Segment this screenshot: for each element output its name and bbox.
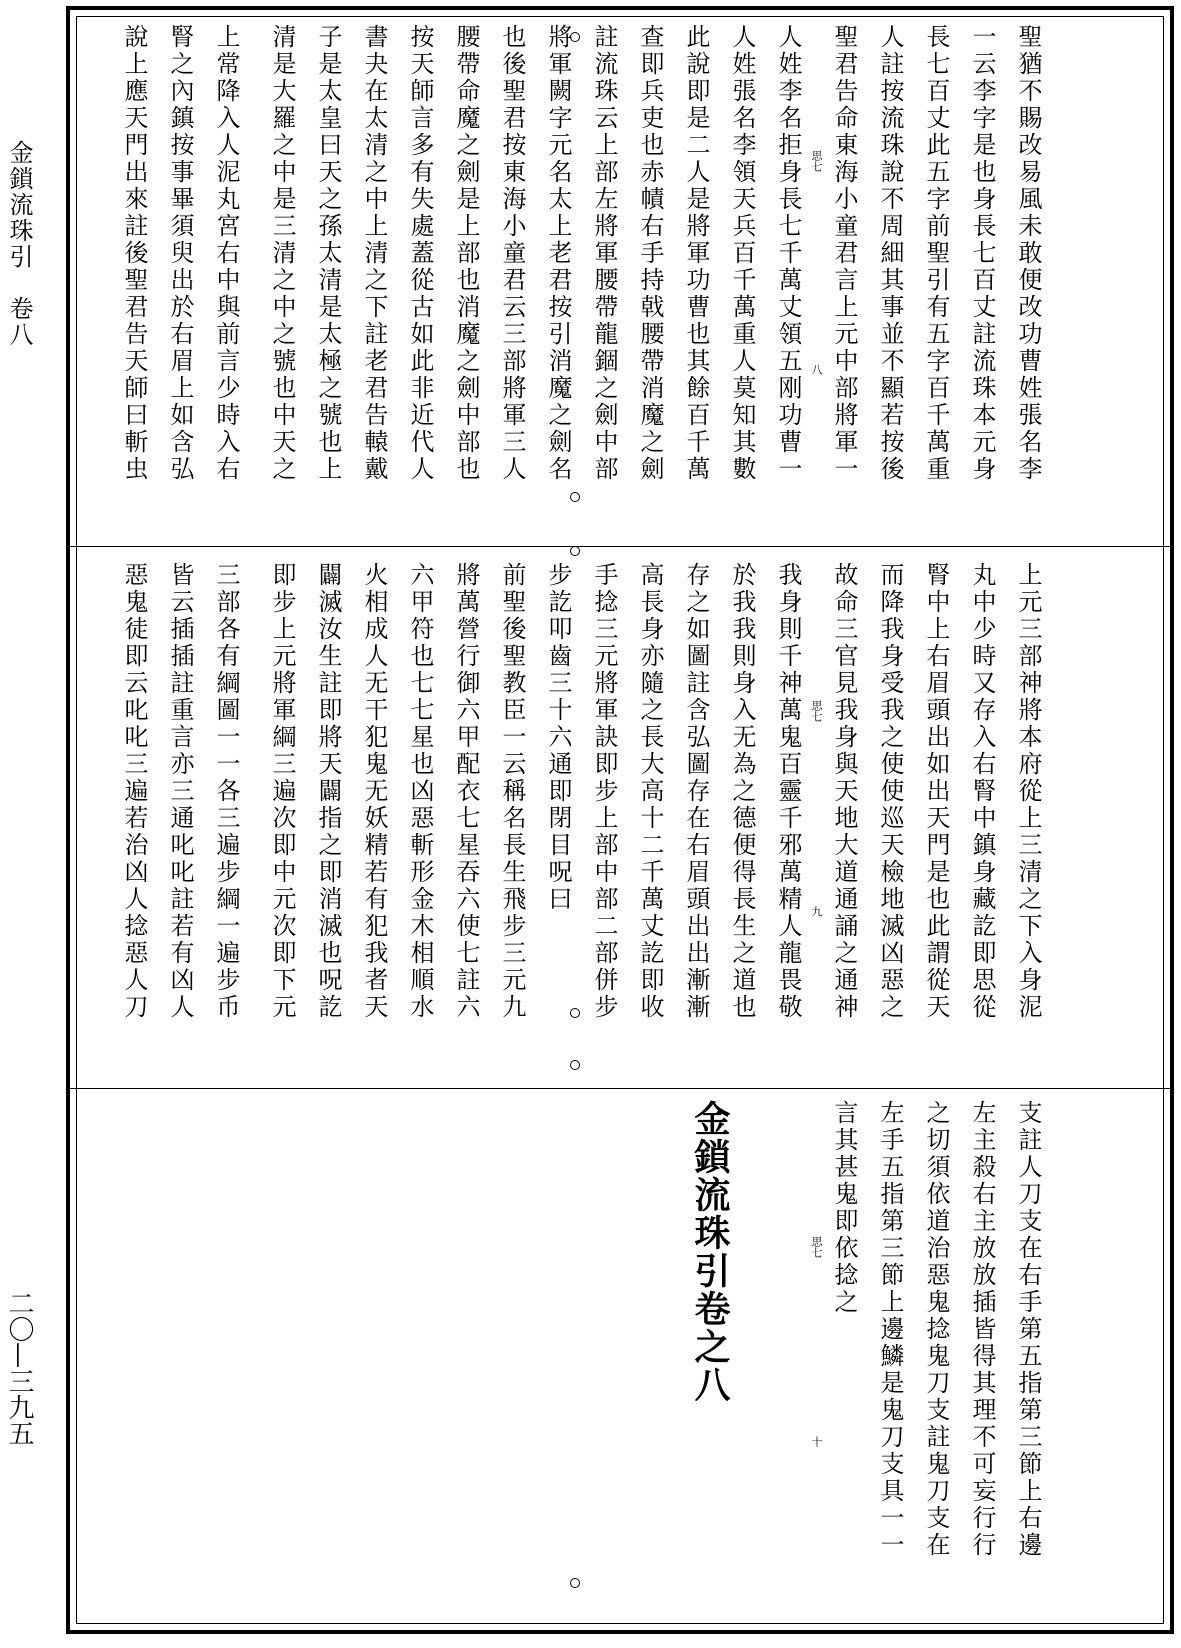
text-column: 人姓李名拒身長七千萬丈領五刚功曹一: [774, 24, 802, 483]
text-column: 子是太皇曰天之孫太清是太極之號也上: [314, 24, 342, 483]
text-column: 查即兵吏也赤幘右手持戟腰帶消魔之劍: [636, 24, 664, 483]
text-column: 高長身亦隨之長大高十二千萬丈訖即收: [636, 562, 664, 1021]
text-column: 手捻三元將軍訣即步上部中部二部併步: [590, 562, 618, 1021]
text-column: 支註人刀支在右手第五指第三節上右邊: [1014, 1100, 1042, 1559]
register-divider-2: [66, 1088, 1174, 1089]
text-column: 清是大羅之中是三清之中之號也中天之: [268, 24, 296, 483]
text-column: 腎之內鎮按事畢須臾出於右眉上如含弘: [166, 24, 194, 483]
text-column: 人註按流珠說不周細其事並不顯若按後: [876, 24, 904, 483]
text-column: 將軍闕字元名太上老君按引消魔之劍名: [544, 24, 572, 483]
margin-page-number: 二〇—三九五: [4, 1290, 34, 1446]
margin-note: 十: [810, 1436, 823, 1447]
text-column: 六甲符也七七星也凶惡斬形金木相順水: [406, 562, 434, 1021]
text-column: 上元三部神將本府從上三清之下入身泥: [1014, 562, 1042, 1021]
text-column: 惡鬼徒即云叱叱三遍若治凶人捻惡人刀: [120, 562, 148, 1021]
text-column: 於我我則身入无為之德便得長生之道也: [728, 562, 756, 1021]
text-column: 前聖後聖教臣一云稱名長生飛步三元九: [498, 562, 526, 1021]
text-column: 註流珠云上部左將軍腰帶龍錮之劍中部: [590, 24, 618, 483]
text-column: 故命三官見我身與天地大道通誦之通神: [830, 562, 858, 1021]
circle-mark: [570, 1008, 580, 1018]
text-column: 此說即是二人是將軍功曹也其餘百千萬: [682, 24, 710, 483]
circle-mark: [570, 1578, 580, 1588]
circle-mark: [570, 492, 580, 502]
text-column: 皆云插插註重言亦三通叱叱註若有凶人: [166, 562, 194, 1021]
circle-mark: [570, 1060, 580, 1070]
text-column: 聖君告命東海小童君言上元中部將軍一: [830, 24, 858, 483]
text-column: 將萬營行御六甲配衣七星吞六使七註六: [452, 562, 480, 1021]
text-column: 左手五指第三節上邊鱗是鬼刀支具一一: [876, 1100, 904, 1559]
text-column: 闢滅汝生註即將天闢指之即消滅也呪訖: [314, 562, 342, 1021]
text-column: 存之如圖註含弘圖存在右眉頭出出漸漸: [682, 562, 710, 1021]
text-column: 長七百丈此五字前聖引有五字百千萬重: [922, 24, 950, 483]
circle-mark: [570, 546, 580, 556]
volume-end-title: 金鎖流珠引卷之八: [689, 1100, 731, 1404]
text-column: 聖猶不賜改易風未敢便改功曹姓張名李: [1014, 24, 1042, 483]
text-column: 左主殺右主放放插皆得其理不可妄行行: [968, 1100, 996, 1559]
circle-mark: [570, 32, 580, 42]
text-column: 火相成人无干犯鬼无妖精若有犯我者天: [360, 562, 388, 1021]
text-column: 言其甚鬼即依捻之: [830, 1100, 858, 1316]
text-column: 步訖叩齒三十六通即閉目呪曰: [544, 562, 572, 913]
text-column: 丸中少時又存入右腎中鎮身藏訖即思從: [968, 562, 996, 1021]
margin-note: 九: [810, 906, 823, 917]
text-column: 腎中上右眉頭出如出天門是也此謂從天: [922, 562, 950, 1021]
text-column: 而降我身受我之使使巡天檢地滅凶惡之: [876, 562, 904, 1021]
text-column: 一云李字是也身長七百丈註流珠本元身: [968, 24, 996, 483]
text-column: 我身則千神萬鬼百靈千邪萬精人龍畏敬: [774, 562, 802, 1021]
text-column: 也後聖君按東海小童君云三部將軍三人: [498, 24, 526, 483]
text-column: 腰帶命魔之劍是上部也消魔之劍中部也: [452, 24, 480, 483]
text-column: 三部各有綱圖一一各三遍步綱一遍步币: [212, 562, 240, 1021]
margin-note: 思七: [810, 700, 823, 722]
text-column: 之切須依道治惡鬼捻鬼刀支註鬼刀支在: [922, 1100, 950, 1559]
margin-note: 八: [810, 364, 823, 375]
register-divider-1: [66, 546, 1174, 547]
text-column: 人姓張名李領天兵百千萬重人莫知其數: [728, 24, 756, 483]
text-column: 書夬在太清之中上清之下註老君告轅戴: [360, 24, 388, 483]
margin-note: 思七: [810, 150, 823, 172]
text-column: 即步上元將軍綱三遍次即中元次即下元: [268, 562, 296, 1021]
text-column: 按天師言多有失處蓋從古如此非近代人: [406, 24, 434, 483]
text-column: 說上應天門出來註後聖君告天師曰斬虫: [120, 24, 148, 483]
margin-note: 思七: [810, 1236, 823, 1258]
margin-title: 金鎖流珠引 卷八: [5, 140, 33, 348]
text-column: 上常降入人泥丸宮右中與前言少時入右: [212, 24, 240, 483]
